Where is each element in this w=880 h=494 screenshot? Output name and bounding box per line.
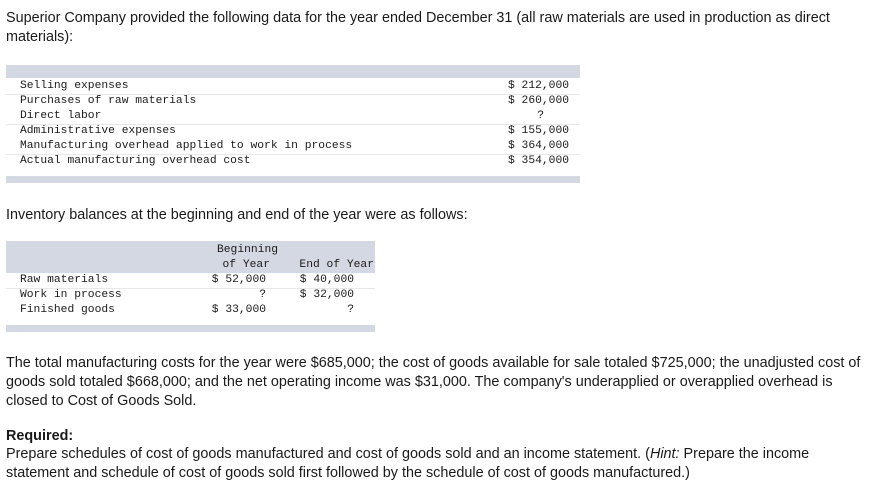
table-row-label: Raw materials [20, 274, 109, 286]
table-top-bar [6, 65, 580, 78]
table-row-label: Finished goods [20, 304, 115, 316]
table-row-label: Manufacturing overhead applied to work in process [20, 140, 353, 152]
required-text-part: Prepare schedules of cost of goods manufactured and cost of goods sold and an income statement. ( [6, 446, 650, 462]
intro-paragraph: Superior Company provided the following data for the year ended December 31 (all raw materials are used in production as direct materials): [6, 10, 830, 45]
required-text [6, 445, 866, 483]
inventory-bottom-bar [6, 325, 375, 332]
totals-paragraph: The total manufacturing costs for the year were $685,000; the cost of goods available for sale totaled $725,000; the unadjusted cost of goods sold totaled $668,000; and the net operating income was $31,000. The company's underapplied or overapplied overhead is closed to Cost of Goods Sold. [6, 355, 861, 409]
table-row-value: $ 364,000 [507, 140, 569, 152]
table-row-value: $ 52,000 [211, 274, 266, 286]
table-row-value: $ 40,000 [299, 274, 354, 286]
column-header-end: End of Year [299, 259, 374, 271]
table-bottom-bar [6, 176, 580, 183]
table-row-label: Administrative expenses [20, 125, 176, 137]
column-header-beginning: of Year [222, 259, 270, 271]
inventory-intro: Inventory balances at the beginning and end of the year were as follows: [6, 207, 468, 223]
table-row-label: Direct labor [20, 110, 102, 122]
column-header-beginning: Beginning [216, 244, 278, 256]
table-row-value: ? [537, 110, 544, 122]
table-row-label: Work in process [20, 289, 122, 301]
table-row-value: ? [347, 304, 354, 316]
hint-label: Hint: [649, 446, 680, 462]
table-row-value: $ 33,000 [211, 304, 266, 316]
table-row-value: $ 212,000 [507, 80, 569, 92]
table-row-label: Actual manufacturing overhead cost [20, 155, 251, 167]
table-row-value: $ 32,000 [299, 289, 354, 301]
table-row-value: $ 260,000 [507, 95, 569, 107]
table-row-label: Selling expenses [20, 80, 129, 92]
table-row-value: $ 354,000 [507, 155, 569, 167]
table-row-value: ? [259, 289, 266, 301]
table-row-value: $ 155,000 [507, 125, 569, 137]
required-text-part: Prepare the income statement and schedule of cost of goods sold first followed by the schedule of cost of goods manufactured.) [6, 446, 810, 481]
table-row-label: Purchases of raw materials [20, 95, 197, 107]
required-heading: Required: [6, 428, 74, 444]
